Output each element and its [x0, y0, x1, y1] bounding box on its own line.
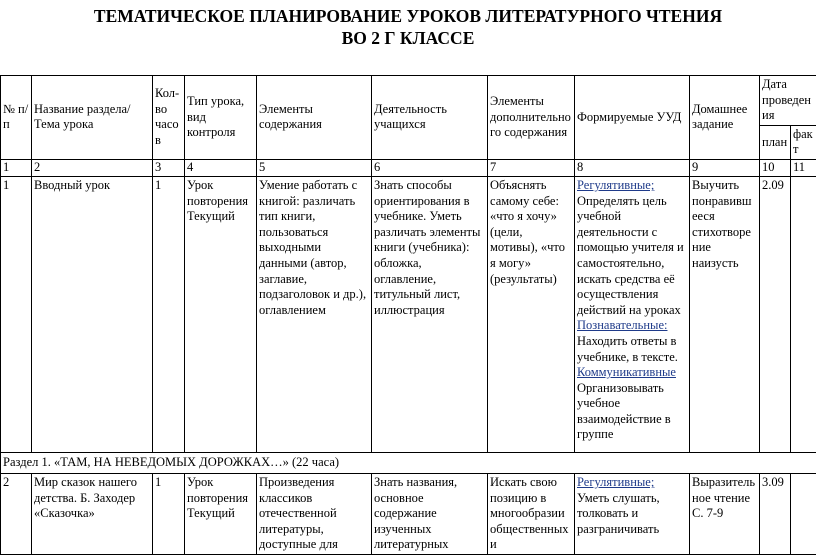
- row-homework: Выразительное чтение С. 7-9: [690, 473, 760, 554]
- header-activity: Деятельность учащихся: [372, 76, 488, 160]
- section-row: [1, 452, 816, 473]
- document-title-line1: ТЕМАТИЧЕСКОЕ ПЛАНИРОВАНИЕ УРОКОВ ЛИТЕРАТУРНОГО ЧТЕНИЯ: [93, 6, 723, 26]
- header-uud: Формируемые УУД: [575, 76, 690, 160]
- col-number: 9: [690, 159, 760, 176]
- uud-communicative-label: Коммуникативные: [577, 365, 676, 380]
- row-activity: Знать названия, основное содержание изученных литературных: [372, 473, 488, 554]
- header-date: Дата проведения: [760, 76, 816, 126]
- col-number: 11: [791, 159, 816, 176]
- row-uud: [575, 473, 690, 554]
- header-num: № п/п: [1, 76, 32, 160]
- row-type: Урок повторения Текущий: [185, 176, 257, 452]
- header-type: Тип урока, вид контроля: [185, 76, 257, 160]
- row-fact-date: [791, 176, 816, 452]
- header-content: Элементы содержания: [257, 76, 372, 160]
- col-number: 10: [760, 159, 791, 176]
- uud-regulative-text: Уметь слушать, толковать и разграничивать: [577, 490, 660, 536]
- row-topic: Мир сказок нашего детства. Б. Заходер «Сказочка»: [32, 473, 153, 554]
- col-number: 3: [153, 159, 185, 176]
- table-row: [1, 473, 816, 554]
- col-number: 2: [32, 159, 153, 176]
- row-topic: Вводный урок: [32, 176, 153, 452]
- row-homework: Выучить понравившееся стихотворение наизусть: [690, 176, 760, 452]
- planning-table: [0, 75, 816, 555]
- header-extra: Элементы дополнительного содержания: [488, 76, 575, 160]
- col-number: 8: [575, 159, 690, 176]
- uud-communicative-text: Организовывать учебное взаимодействие в группе: [577, 380, 671, 442]
- col-number: 1: [1, 159, 32, 176]
- table-row: [1, 176, 816, 452]
- uud-regulative-text: Определять цель учебной деятельности с помощью учителя и самостоятельно, искать средства её осуществления действий на уроках: [577, 193, 684, 317]
- header-row: [1, 76, 816, 126]
- col-number: 4: [185, 159, 257, 176]
- row-hours: 1: [153, 473, 185, 554]
- header-plan: план: [760, 125, 791, 159]
- row-plan-date: 2.09: [760, 176, 791, 452]
- row-content: Умение работать с книгой: различать тип книги, пользоваться выходными данными (автор, заглавие, подзаголовок и др.), оглавлением: [257, 176, 372, 452]
- document-title-line2: ВО 2 Г КЛАССЕ: [341, 28, 475, 48]
- col-number: 7: [488, 159, 575, 176]
- section-title: Раздел 1. «ТАМ, НА НЕВЕДОМЫХ ДОРОЖКАХ…» (22 часа): [1, 452, 816, 473]
- row-content: Произведения классиков отечественной литературы, доступные для: [257, 473, 372, 554]
- row-extra: Искать свою позицию в многообразии общественных и: [488, 473, 575, 554]
- uud-cognitive-text: Находить ответы в учебнике, в тексте.: [577, 333, 678, 364]
- row-type: Урок повторения Текущий: [185, 473, 257, 554]
- row-uud: [575, 176, 690, 452]
- row-num: 1: [1, 176, 32, 452]
- uud-regulative-label: Регулятивные;: [577, 474, 655, 489]
- row-num: 2: [1, 473, 32, 554]
- column-numbers-row: [1, 159, 816, 176]
- row-hours: 1: [153, 176, 185, 452]
- row-activity: Знать способы ориентирования в учебнике. Уметь различать элементы книги (учебника): обложка, оглавление, титульный лист, иллюстрация: [372, 176, 488, 452]
- header-section: Название раздела/ Тема урока: [32, 76, 153, 160]
- header-hours: Кол-во часов: [153, 76, 185, 160]
- row-plan-date: 3.09: [760, 473, 791, 554]
- header-fact: факт: [791, 125, 816, 159]
- row-extra: Объяснять самому себе: «что я хочу» (цели, мотивы), «что я могу» (результаты): [488, 176, 575, 452]
- col-number: 5: [257, 159, 372, 176]
- row-fact-date: [791, 473, 816, 554]
- col-number: 6: [372, 159, 488, 176]
- header-homework: Домашнее задание: [690, 76, 760, 160]
- uud-cognitive-label: Познавательные:: [577, 318, 668, 333]
- uud-regulative-label: Регулятивные;: [577, 177, 655, 192]
